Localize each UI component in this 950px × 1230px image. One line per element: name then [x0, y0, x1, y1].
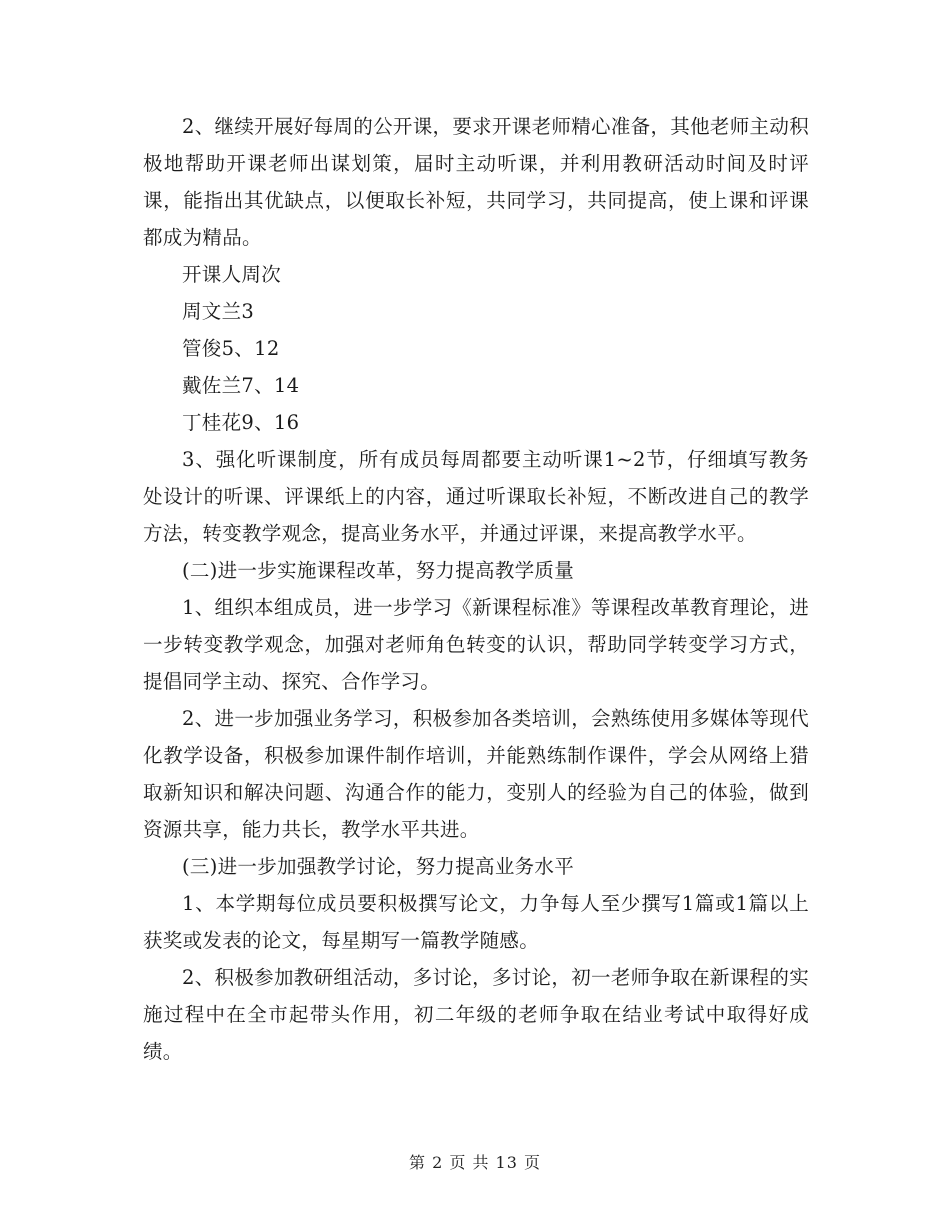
- page-footer: [0, 1150, 950, 1173]
- page-number-label: 第 2 页 共 13 页: [409, 1153, 541, 1172]
- paragraph-lesson-observation: 3、强化听课制度，所有成员每周都要主动听课1~2节，仔细填写教务处设计的听课、评课纸上的内容，通过听课取长补短，不断改进自己的教学方法，转变教学观念，提高业务水平，并通过评课，来提高教学水平。: [143, 448, 809, 545]
- schedule-row: 丁桂花9、16: [182, 411, 300, 434]
- paragraph-research-activities: 2、积极参加教研组活动，多讨论，多讨论，初一老师争取在新课程的实施过程中在全市起带头作用，初二年级的老师争取在结业考试中取得好成绩。: [143, 966, 809, 1063]
- document-body: [143, 108, 809, 1070]
- schedule-row: 管俊5、12: [182, 337, 280, 360]
- paragraph-paper-writing: 1、本学期每位成员要积极撰写论文，力争每人至少撰写1篇或1篇以上获奖或发表的论文，每星期写一篇教学随感。: [143, 892, 809, 952]
- section-heading-2: (二)进一步实施课程改革，努力提高教学质量: [182, 559, 575, 582]
- paragraph-open-class: 2、继续开展好每周的公开课，要求开课老师精心准备，其他老师主动积极地帮助开课老师出谋划策，届时主动听课，并利用教研活动时间及时评课，能指出其优缺点，以便取长补短，共同学习，共同提高，使上课和评课都成为精品。: [143, 115, 809, 249]
- schedule-row: 周文兰3: [182, 300, 255, 323]
- paragraph-professional-learning: 2、进一步加强业务学习，积极参加各类培训，会熟练使用多媒体等现代化教学设备，积极参加课件制作培训，并能熟练制作课件，学会从网络上猎取新知识和解决问题、沟通合作的能力，变别人的经验为自己的体验，做到资源共享，能力共长，教学水平共进。: [143, 707, 809, 841]
- schedule-row: 戴佐兰7、14: [182, 374, 300, 397]
- schedule-header: 开课人周次: [182, 263, 282, 286]
- section-heading-3: (三)进一步加强教学讨论，努力提高业务水平: [182, 855, 575, 878]
- paragraph-curriculum-study: 1、组织本组成员，进一步学习《新课程标准》等课程改革教育理论，进一步转变教学观念，加强对老师角色转变的认识，帮助同学转变学习方式，提倡同学主动、探究、合作学习。: [143, 596, 809, 693]
